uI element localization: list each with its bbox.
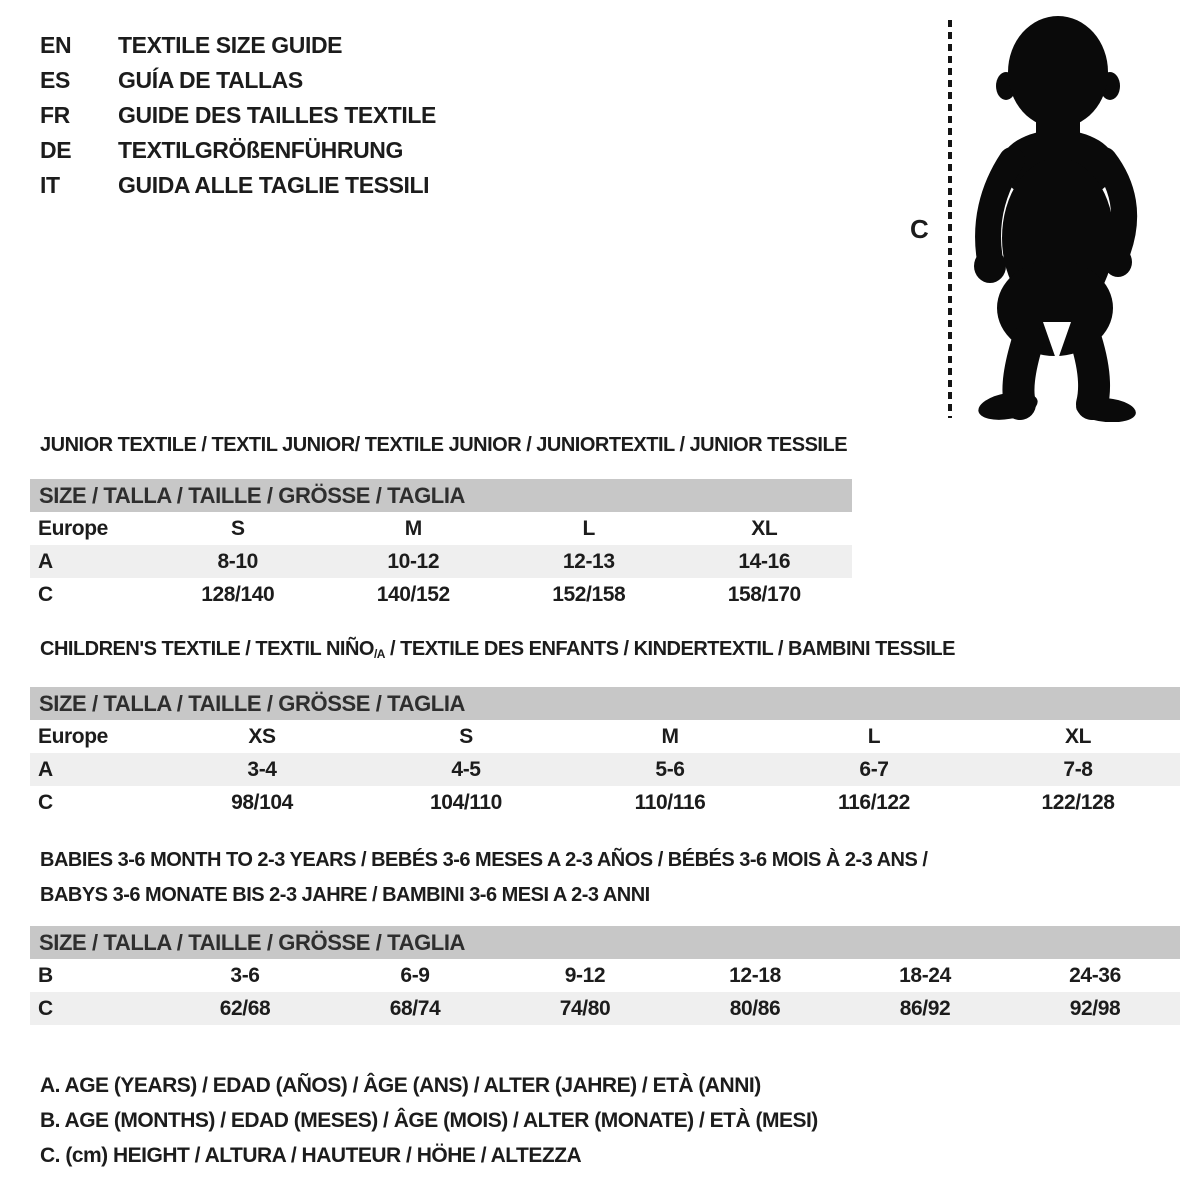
babies-title-line2: BABYS 3-6 MONATE BIS 2-3 JAHRE / BAMBINI 3-6 MESI A 2-3 ANNI [40,884,650,906]
table-row-height [30,578,852,611]
size-cell: S [230,516,245,540]
size-header-bar [30,926,1180,959]
babies-size-table [30,926,1180,1025]
row-label: Europe [38,516,108,540]
height-cell: 68/74 [389,996,441,1020]
months-cell: 18-24 [899,963,951,987]
months-cell: 6-9 [400,963,430,987]
list-item [40,98,436,133]
guide-title: GUIDA ALLE TAGLIE TESSILI [118,172,430,198]
age-cell: 4-5 [451,757,481,781]
language-code: FR [40,102,70,128]
height-cell: 152/158 [552,582,626,606]
row-label: Europe [38,724,108,748]
age-cell: 6-7 [859,757,889,781]
row-label: C [38,790,53,814]
height-cell: 104/110 [430,790,502,814]
babies-section-title [40,843,927,913]
size-cell: M [404,516,422,540]
table-row-height [30,786,1180,819]
row-label: C [38,996,53,1020]
size-header-bar [30,687,1180,720]
list-item [40,168,436,203]
junior-section-title: JUNIOR TEXTILE / TEXTIL JUNIOR/ TEXTILE JUNIOR / JUNIORTEXTIL / JUNIOR TESSILE [40,434,848,456]
junior-size-table [30,479,852,611]
table-row-age [30,545,852,578]
height-cell: 98/104 [231,790,293,814]
row-label: B [38,963,53,987]
children-title-post: / TEXTILE DES ENFANTS / KINDERTEXTIL / BAMBINI TESSILE [384,638,955,660]
language-code: DE [40,137,72,163]
height-cell: 86/92 [899,996,951,1020]
age-cell: 3-4 [247,757,277,781]
height-cell: 158/170 [727,582,801,606]
size-cell: M [661,724,679,748]
age-cell: 12-13 [562,549,615,573]
language-title-list [40,28,436,203]
height-measure-dashed-line [948,20,952,418]
size-cell: L [582,516,595,540]
list-item [40,63,436,98]
children-size-table [30,687,1180,819]
size-cell: XL [751,516,778,540]
guide-title: GUIDE DES TAILLES TEXTILE [118,102,436,128]
guide-title: TEXTILE SIZE GUIDE [118,32,343,58]
months-cell: 9-12 [564,963,606,987]
height-cell: 140/152 [376,582,450,606]
size-cell: XL [1064,724,1092,748]
months-cell: 12-18 [729,963,781,987]
age-cell: 14-16 [738,549,791,573]
size-header-bar [30,479,852,512]
age-cell: 7-8 [1063,757,1093,781]
age-cell: 5-6 [655,757,685,781]
size-header-label: SIZE / TALLA / TAILLE / GRÖSSE / TAGLIA [39,929,466,955]
height-cell: 74/80 [559,996,611,1020]
legend-line-age-years: A. AGE (YEARS) / EDAD (AÑOS) / ÂGE (ANS) / ALTER (JAHRE) / ETÀ (ANNI) [40,1074,761,1097]
height-cell: 92/98 [1069,996,1121,1020]
height-cell: 128/140 [201,582,275,606]
babies-title-line1: BABIES 3-6 MONTH TO 2-3 YEARS / BEBÉS 3-6 MESES A 2-3 AÑOS / BÉBÉS 3-6 MOIS À 2-3 ANS / [40,849,928,871]
height-cell: 116/122 [838,790,910,814]
height-cell: 80/86 [729,996,781,1020]
row-label: C [38,582,53,606]
guide-title: GUÍA DE TALLAS [118,67,303,93]
table-row-height [30,992,1180,1025]
height-cell: 122/128 [1041,790,1115,814]
language-code: ES [40,67,70,93]
children-section-title [40,638,955,661]
months-cell: 24-36 [1069,963,1121,987]
legend-line-age-months: B. AGE (MONTHS) / EDAD (MESES) / ÂGE (MOIS) / ALTER (MONATE) / ETÀ (MESI) [40,1109,818,1132]
table-row-age [30,753,1180,786]
list-item [40,28,436,63]
age-cell: 8-10 [217,549,258,573]
table-row-months [30,959,1180,992]
table-row-europe [30,512,852,545]
list-item [40,133,436,168]
height-cell: 110/116 [634,790,706,814]
measure-legend [40,1068,818,1173]
table-row-europe [30,720,1180,753]
children-title-subscript: /A [373,647,385,661]
guide-title: TEXTILGRÖßENFÜHRUNG [118,137,403,163]
height-measure-label: C [910,214,929,244]
legend-line-height: C. (cm) HEIGHT / ALTURA / HAUTEUR / HÖHE / ALTEZZA [40,1144,582,1167]
age-cell: 10-12 [387,549,440,573]
size-cell: S [459,724,473,748]
children-title-pre: CHILDREN'S TEXTILE / TEXTIL NIÑO [40,638,374,660]
row-label: A [38,757,53,781]
size-cell: L [867,724,881,748]
size-header-label: SIZE / TALLA / TAILLE / GRÖSSE / TAGLIA [39,690,466,716]
size-header-label: SIZE / TALLA / TAILLE / GRÖSSE / TAGLIA [39,482,466,508]
language-code: IT [40,172,60,198]
months-cell: 3-6 [230,963,260,987]
row-label: A [38,549,53,573]
baby-silhouette-image [962,8,1148,422]
language-code: EN [40,32,72,58]
height-cell: 62/68 [219,996,271,1020]
baby-silhouette-shape [974,16,1137,422]
size-cell: XS [248,724,276,748]
